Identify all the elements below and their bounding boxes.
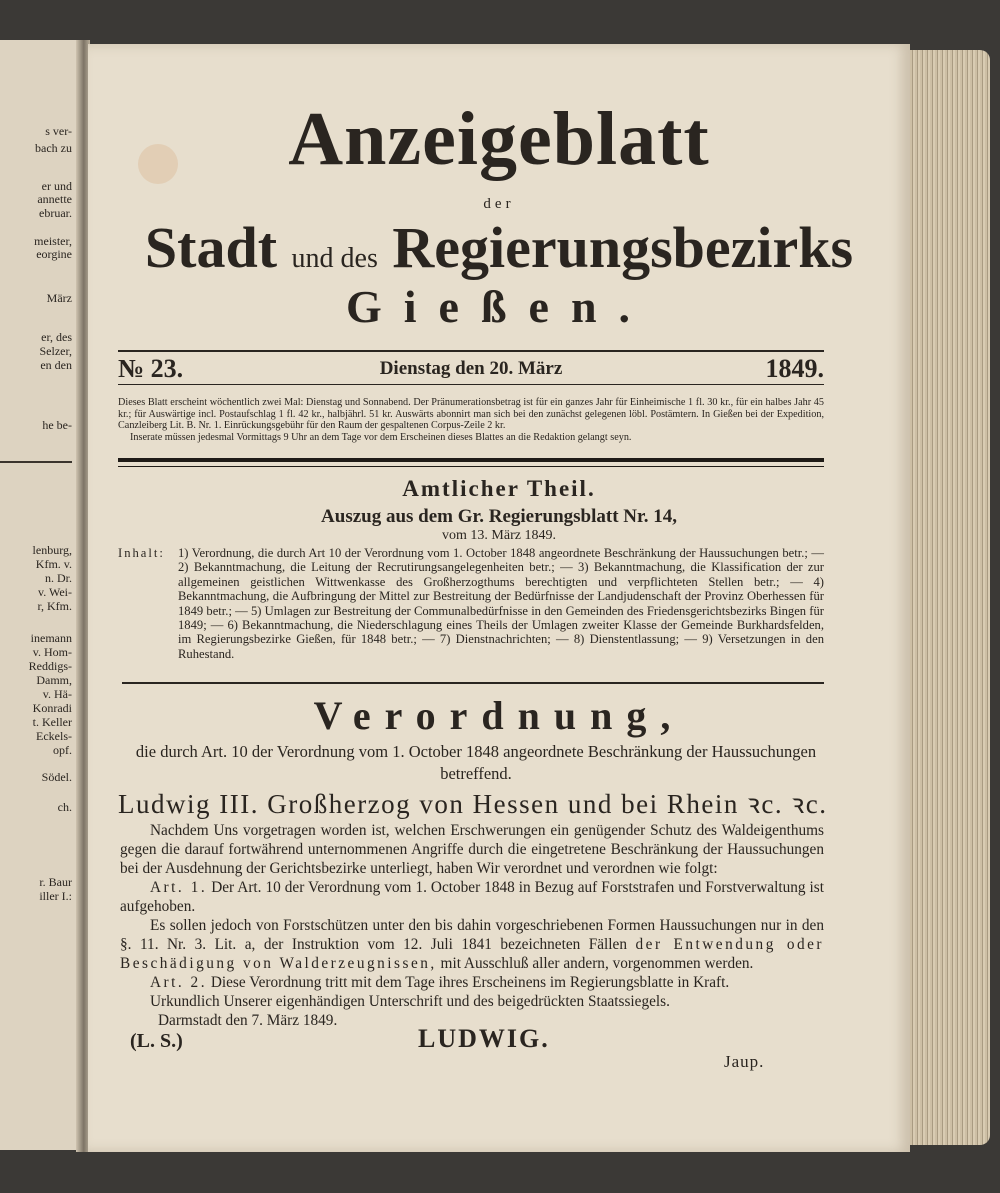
left-page-line: Konradi (32, 701, 72, 715)
subscription-text: Dieses Blatt erscheint wöchentlich zwei Mal: Dienstag und Sonnabend. Der Pränumerationsbetrag ist für ein ganzes Jahr für Einheimische 1 fl. 30 kr., für ein halbes Jahr 45 kr.; für Auswärtige incl. Postaufschlag 1 fl. 42 kr., halbjährl. 51 kr. Auswärts abonnirt man sich bei den zunächst gelegenen löbl. Postämtern. In Gießen bei der Expedition, Canzleiberg Lit. B. Nr. 1. Einrückungsgebühr für den Raum der gespaltenen Corpus-Zeile 2 kr. (118, 397, 824, 431)
contents-block (118, 546, 824, 661)
ordinance-subtitle: die durch Art. 10 der Verordnung vom 1. October 1848 angeordnete Beschränkung der Haussuchungen betreffend. (135, 742, 817, 783)
issue-year: 1849. (765, 354, 824, 383)
masthead-und-des: und des (291, 243, 378, 274)
left-page-line: inemann (30, 631, 72, 645)
para-text: mit Ausschluß aller andern, vorgenommen werden. (440, 955, 754, 972)
left-page-line: Damm, (36, 673, 72, 687)
excerpt-date: vom 13. März 1849. (442, 528, 556, 543)
header-rule (118, 350, 824, 352)
left-page-line: n. Dr. (45, 571, 72, 585)
left-page-line: r. Baur (39, 875, 72, 889)
issue-number: № 23. (118, 354, 184, 383)
seal-mark: (L. S.) (130, 1030, 183, 1052)
article-2-label: Art. 2. (150, 974, 208, 991)
masthead-city: Gießen. (345, 281, 653, 332)
article-1-para-2 (120, 916, 824, 973)
article-2-text: Diese Verordnung tritt mit dem Tage ihres Erscheinens im Regierungsblatte in Kraft. (210, 974, 730, 991)
masthead-der: der (483, 196, 515, 212)
left-page-line: lenburg, (32, 543, 72, 557)
left-page-line: s ver- (45, 124, 72, 138)
left-page-line: Eckels- (36, 729, 72, 743)
masthead-subtitle (88, 214, 910, 281)
article-1-label: Art. 1. (150, 879, 208, 896)
left-page-text (0, 40, 72, 1150)
subscription-notice (118, 397, 824, 443)
masthead-title: Anzeigeblatt (288, 97, 710, 181)
left-page-line: er und (41, 179, 72, 193)
excerpt-heading: Auszug aus dem Gr. Regierungsblatt Nr. 14, (321, 506, 677, 527)
left-page-line: Reddigs- (28, 659, 72, 673)
newspaper-page (88, 44, 910, 1152)
ordinance-title: Verordnung, (313, 693, 685, 738)
article-1 (120, 878, 824, 916)
preamble: Nachdem Uns vorgetragen worden ist, welchen Erschwerungen ein genügender Schutz des Waldeigenthums gegen die darauf fortwährend unternommenen Angriffe durch die eingetretene Beschränkung der Haussuchungen bei der Ausdehnung der Gerichtsbezirke unterliegt, haben Wir verordnet und verordnen wie folgt: (120, 822, 824, 877)
masthead-stadt: Stadt (144, 215, 278, 280)
left-page-line: Södel. (41, 770, 72, 784)
left-page-line: er, des (41, 330, 72, 344)
signature: LUDWIG. (418, 1024, 550, 1053)
attestation: Urkundlich Unserer eigenhändigen Unterschrift und des beigedrückten Staatssiegels. (150, 993, 670, 1010)
issue-date: Dienstag den 20. März (379, 358, 563, 379)
left-page-line: r, Kfm. (37, 599, 72, 613)
para-text: Es sollen jedoch von Forstschützen unter den bis dahin vorgeschriebenen Formen Haussuchungen nur in den §. 11. Nr. 3. Lit. a, der Instruktion vom 12. Juli 1841 bezeichneten Fällen (120, 917, 824, 953)
section-rule (122, 682, 824, 684)
left-page-line: annette (37, 192, 72, 206)
left-page-line: t. Keller (32, 715, 72, 729)
left-page-line: Selzer, (39, 344, 72, 358)
left-page-line: en den (40, 358, 72, 372)
page-edges (905, 50, 990, 1145)
article-2 (120, 973, 824, 992)
left-page-line: v. Wei- (37, 585, 72, 599)
contents-label: Inhalt: (118, 546, 165, 560)
masthead-regierungsbezirk: Regierungsbezirks (392, 215, 854, 280)
left-page-rule (0, 461, 72, 463)
left-page-line: eorgine (36, 247, 72, 261)
section-heading: Amtlicher Theil. (402, 476, 596, 501)
countersignature: Jaup. (724, 1052, 765, 1071)
para-spaced-text: der Entwendung oder Beschädigung von Walderzeugnissen, (120, 936, 825, 972)
left-page-line: iller I.: (39, 889, 72, 903)
left-page-line: bach zu (35, 141, 72, 155)
article-1-text: Der Art. 10 der Verordnung vom 1. October 1848 in Bezug auf Forststrafen und Forstverwaltung ist aufgehoben. (120, 879, 824, 915)
issue-header (118, 354, 824, 384)
sovereign-line: Ludwig III. Großherzog von Hessen und bei Rhein ꝛc. ꝛc. (118, 789, 828, 819)
contents-text: 1) Verordnung, die durch Art 10 der Verordnung vom 1. October 1848 angeordnete Beschränkung der Haussuchungen betr.; — 2) Bekanntmachung, die Leitung der Recrutirungsangelegenheiten betr.; — 3) Bekanntmachung, die Klassification der zur allgemeinen geistlichen Wittwenkasse des Großherzogthums berechtigten und verpflichteten Stellen betr.; — 4) Bekanntmachung, die Aufbringung der Mittel zur Bestreitung der Bedürfnisse der Landjudenschaft der Provinz Oberhessen für 1849 betr.; — 5) Umlagen zur Bestreitung der Communalbedürfnisse in den Gemeinden des Friedensgerichtsbezirks Bingen für 1849; — 6) Bekanntmachung, die Niederschlagung eines Theils der Umlagen zweiter Klasse der Gemeinde Burkhardsfelden, im Regierungsbezirke Gießen, für 1848 betr.; — 7) Dienstnachrichten; — 8) Dienstentlassung; — 9) Versetzungen in den Ruhestand. (178, 546, 824, 661)
left-page-line: v. Hom- (32, 645, 72, 659)
place-date: Darmstadt den 7. März 1849. (158, 1012, 338, 1029)
left-page-line: v. Hä- (42, 687, 72, 701)
insertion-text: Inserate müssen jedesmal Vormittags 9 Uhr an dem Tage vor dem Erscheinen dieses Blattes an die Redaktion gelangt seyn. (130, 431, 632, 443)
left-page-line: ebruar. (39, 206, 72, 220)
left-page-line: ch. (57, 800, 72, 814)
left-page-line: März (46, 291, 72, 305)
left-page-line: meister, (34, 234, 72, 248)
left-page-line: opf. (53, 743, 72, 757)
header-rule (118, 384, 824, 385)
ordinance-body (120, 821, 824, 1030)
left-page-line: Kfm. v. (35, 557, 72, 571)
left-page-line: he be- (42, 418, 72, 432)
double-rule (118, 458, 824, 467)
